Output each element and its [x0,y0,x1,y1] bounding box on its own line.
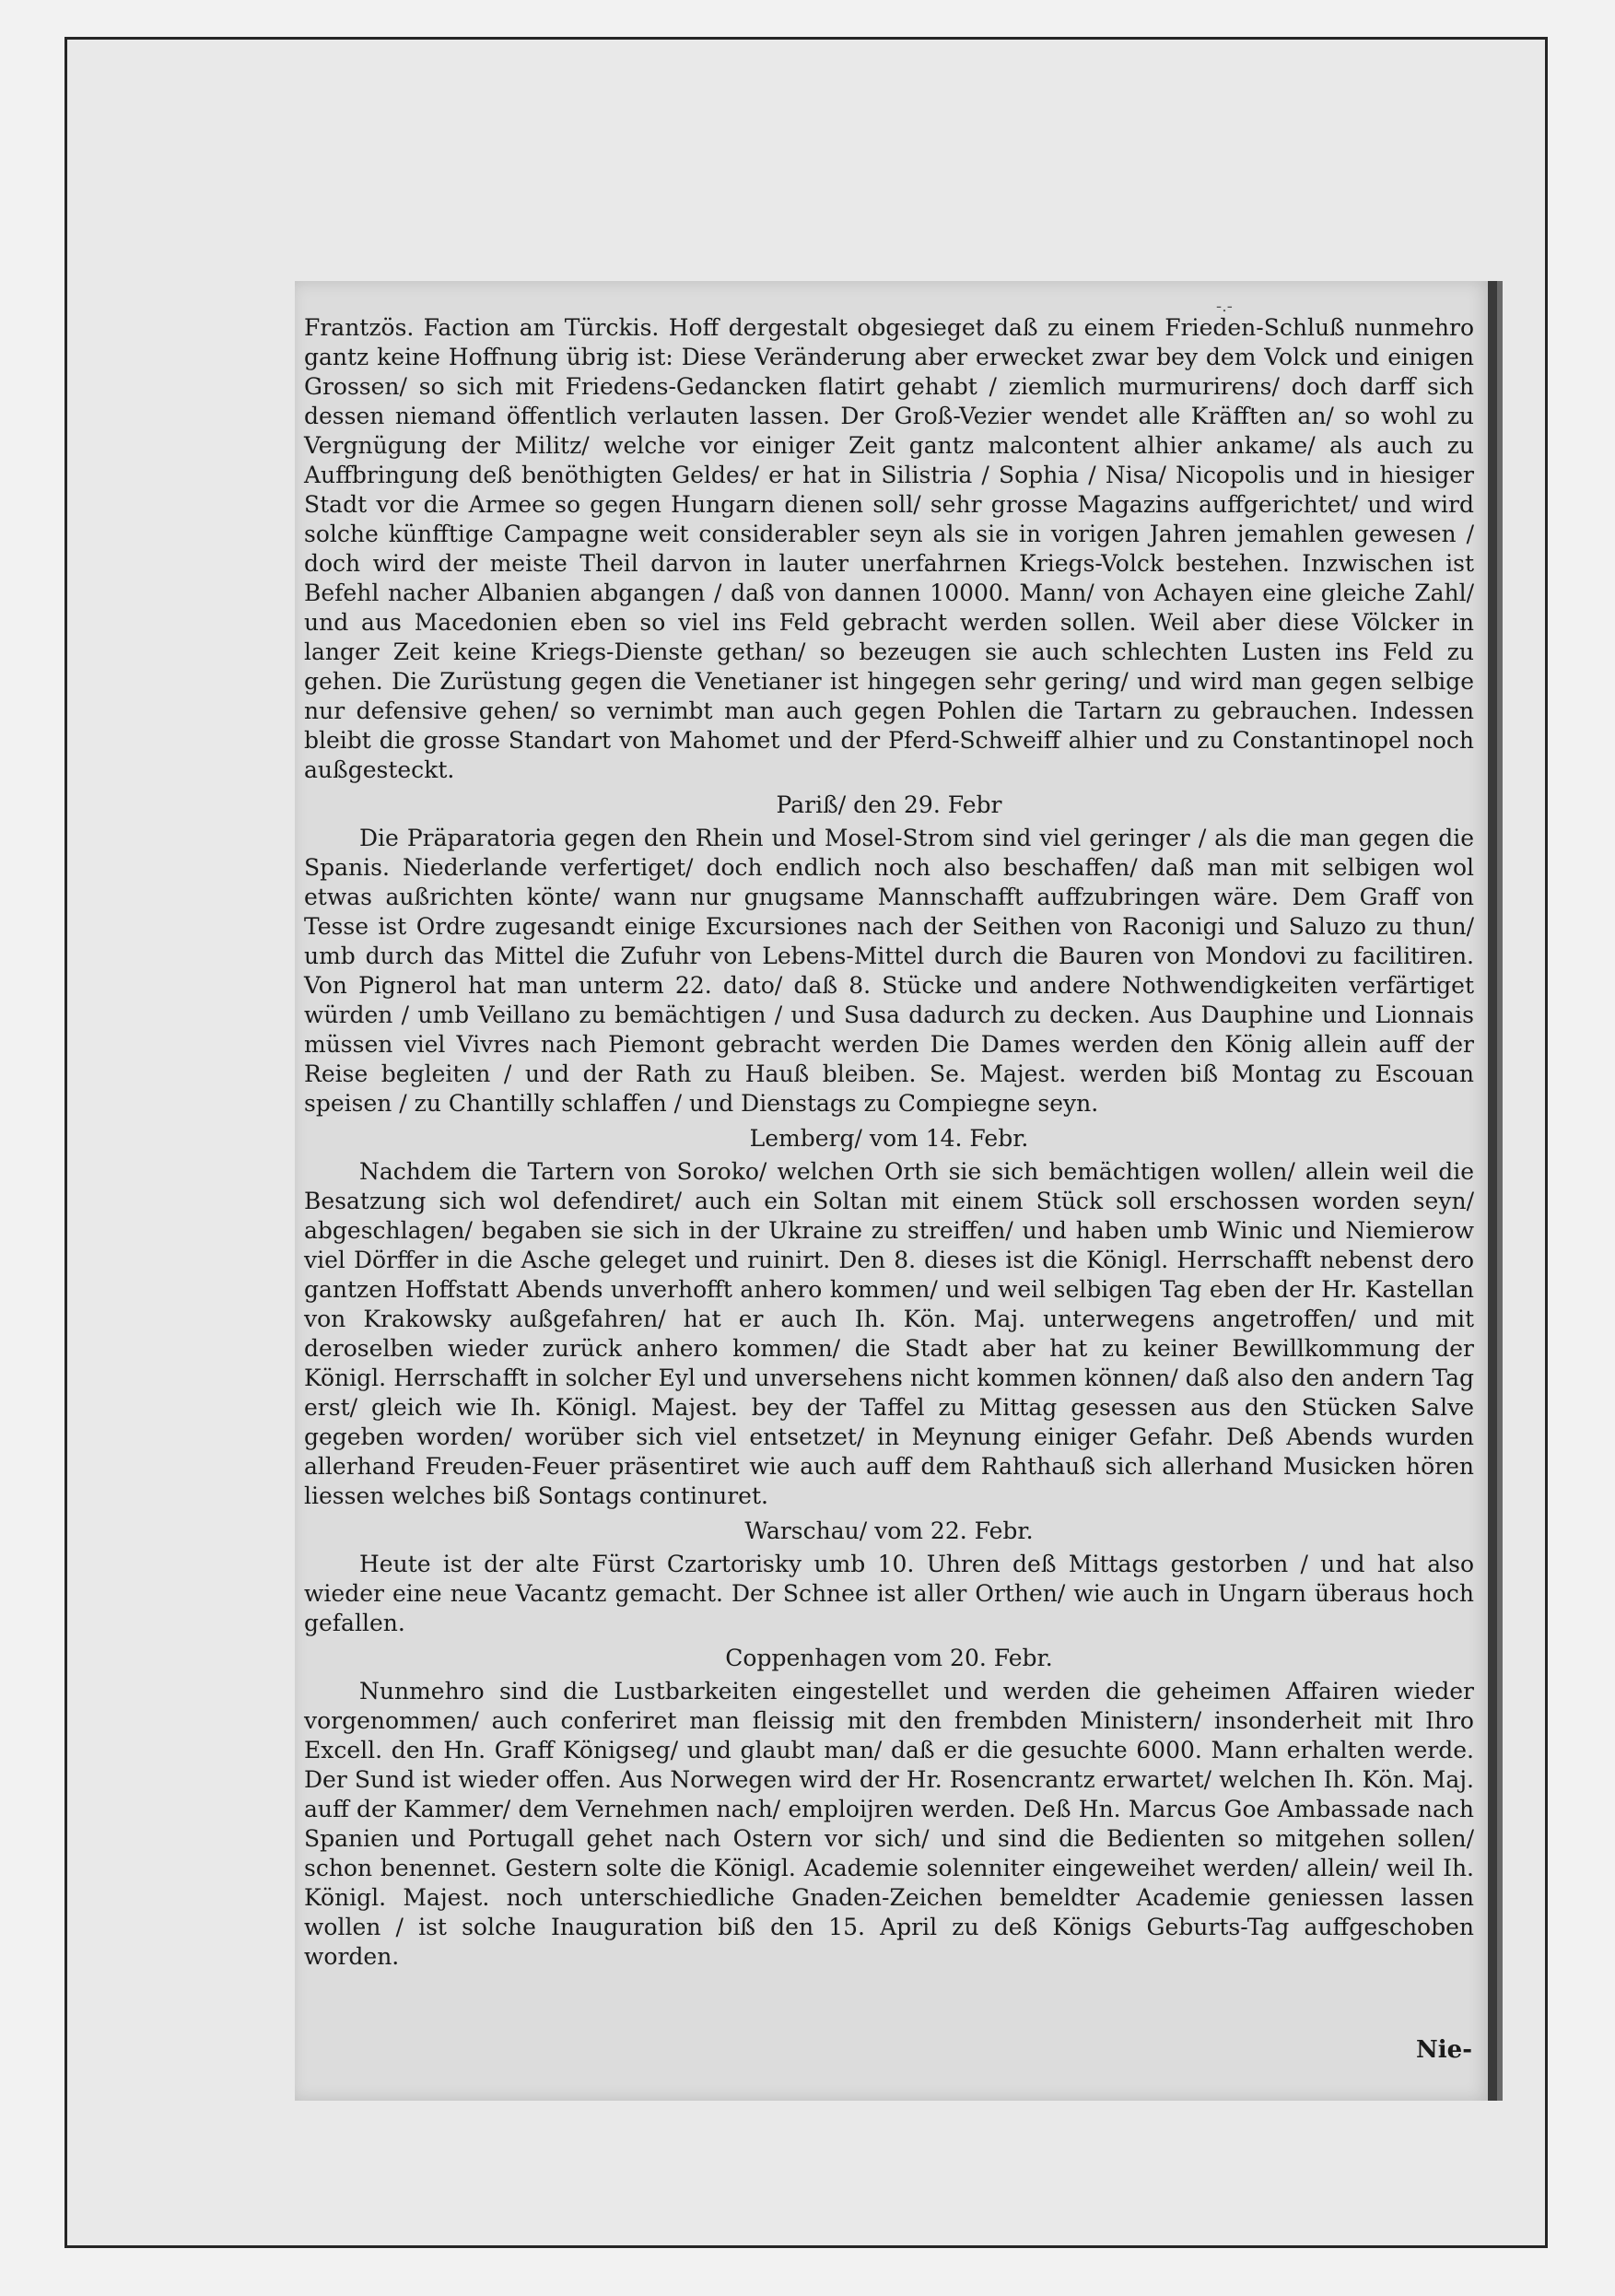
catchword: Nie- [1416,2036,1472,2064]
article-body [304,313,1474,1972]
dateline-lemberg: Lemberg/ vom 14. Febr. [749,1125,1029,1152]
paris-report: Die Präparatoria gegen den Rhein und Mosel-Strom sind viel geringer / als die man gegen die Spanis. Niederlande verfertiget/ doch endlich noch also beschaffen/ daß man mit selbigen wol etwas außrichten könte/ wann nur gnugsame Mannschafft auffzubringen wäre. Dem Graff von Tesse ist Ordre zugesandt einige Excursiones nach der Seithen von Raconigi und Saluzo zu thun/ umb durch das Mittel die Zufuhr von Lebens-Mittel durch die Bauren von Mondovi zu facilitiren. Von Pignerol hat man unterm 22. dato/ daß 8. Stücke und andere Nothwendigkeiten verfärtiget würden / umb Veillano zu bemächtigen / und Susa dadurch zu decken. Aus Dauphine und Lionnais müssen viel Vivres nach Piemont gebracht werden Die Dames werden den König allein auff der Reise begleiten / und der Rath zu Hauß bleiben. Se. Majest. werden biß Montag zu Escouan speisen / zu Chantilly schlaffen / und Dienstags zu Compiegne seyn. [304,825,1474,1117]
dateline-paris: Pariß/ den 29. Febr [776,791,1002,818]
lemberg-report: Nachdem die Tartern von Soroko/ welchen Orth sie sich bemächtigen wollen/ allein weil die Besatzung sich wol defendiret/ auch ein Soltan mit einem Stück soll erschossen worden seyn/ abgeschlagen/ begaben sie sich in der Ukraine zu streiffen/ und haben umb Winic und Niemierow viel Dörffer in die Asche geleget und ruinirt. Den 8. dieses ist die Königl. Herrschafft nebenst dero gantzen Hoffstatt Abends unverhofft anhero kommen/ und weil selbigen Tag eben der Hr. Kastellan von Krakowsky außgefahren/ hat er auch Ih. Kön. Maj. unterwegens angetroffen/ und mit deroselben wieder zurück anhero kommen/ die Stadt aber hat zu keiner Bewillkommung der Königl. Herrschafft in solcher Eyl und unversehens nicht kommen können/ daß also den andern Tag erst/ gleich wie Ih. Königl. Majest. bey der Taffel zu Mittag gesessen aus den Stücken Salve gegeben worden/ worüber sich viel entsetzet/ in Meynung einiger Gefahr. Deß Abends wurden allerhand Freuden-Feuer präsentiret wie auch auff dem Rahthauß sich allerhand Musicken hören liessen welches biß Sontags continuret. [304,1158,1474,1509]
dateline-warschau: Warschau/ vom 22. Febr. [744,1517,1034,1544]
dateline-coppenhagen: Coppenhagen vom 20. Febr. [725,1645,1053,1671]
coppenhagen-report: Nunmehro sind die Lustbarkeiten eingestellet und werden die geheimen Affairen wieder vorgenommen/ auch conferiret man fleissig mit den frembden Ministern/ insonderheit mit Ihro Excell. den Hn. Graff Königseg/ und glaubt man/ daß er die gesuchte 6000. Mann erhalten werde. Der Sund ist wieder offen. Aus Norwegen wird der Hr. Rosencrantz erwartet/ welchen Ih. Kön. Maj. auff der Kammer/ dem Vernehmen nach/ emploijren werden. Deß Hn. Marcus Goe Ambassade nach Spanien und Portugall gehet nach Ostern vor sich/ und sind die Bedienten so mitgehen sollen/ schon benennet. Gestern solte die Königl. Academie solenniter eingeweihet werden/ allein/ weil Ih. Königl. Majest. noch unterschiedliche Gnaden-Zeichen bemeldter Academie geniessen lassen wollen / ist solche Inauguration biß den 15. April zu deß Königs Geburts-Tag auffgeschoben worden. [304,1678,1474,1970]
warschau-report: Heute ist der alte Fürst Czartorisky umb 10. Uhren deß Mittags gestorben / und hat also wieder eine neue Vacantz gemacht. Der Schnee ist aller Orthen/ wie auch in Ungarn überaus hoch gefallen. [304,1551,1474,1636]
constantinople-report: Frantzös. Faction am Türckis. Hoff dergestalt obgesieget daß zu einem Frieden-Schluß nunmehro gantz keine Hoffnung übrig ist: Diese Veränderung aber erwecket zwar bey dem Volck und einigen Grossen/ so sich mit Friedens-Gedancken flatirt gehabt / ziemlich murmurirens/ doch darff sich dessen niemand öffentlich verlauten lassen. Der Groß-Vezier wendet alle Kräfften an/ so wohl zu Vergnügung der Militz/ welche vor einiger Zeit gantz malcontent alhier ankame/ als auch zu Auffbringung deß benöthigten Geldes/ er hat in Silistria / Sophia / Nisa/ Nicopolis und in hiesiger Stadt vor die Armee so gegen Hungarn dienen soll/ sehr grosse Magazins auffgerichtet/ und wird solche künfftige Campagne weit considerabler seyn als sie in vorigen Jahren jemahlen gewesen / doch wird der meiste Theil darvon in lauter unerfahrnen Kriegs-Volck bestehen. Inzwischen ist Befehl nacher Albanien abgangen / daß von dannen 10000. Mann/ von Achayen eine gleiche Zahl/ und aus Macedonien eben so viel ins Feld gebracht werden sollen. Weil aber diese Völcker in langer Zeit keine Kriegs-Dienste gethan/ so bezeugen sie auch schlechten Lusten ins Feld zu gehen. Die Zurüstung gegen die Venetianer ist hingegen sehr gering/ und wird man gegen selbige nur defensive gehen/ so vernimbt man auch gegen Pohlen die Tartarn zu gebrauchen. Indessen bleibt die grosse Standart von Mahomet und der Pferd-Schweiff alhier und zu Constantinopel noch außgesteckt. [304,314,1474,783]
page-ornament: -.- [1216,297,1233,316]
